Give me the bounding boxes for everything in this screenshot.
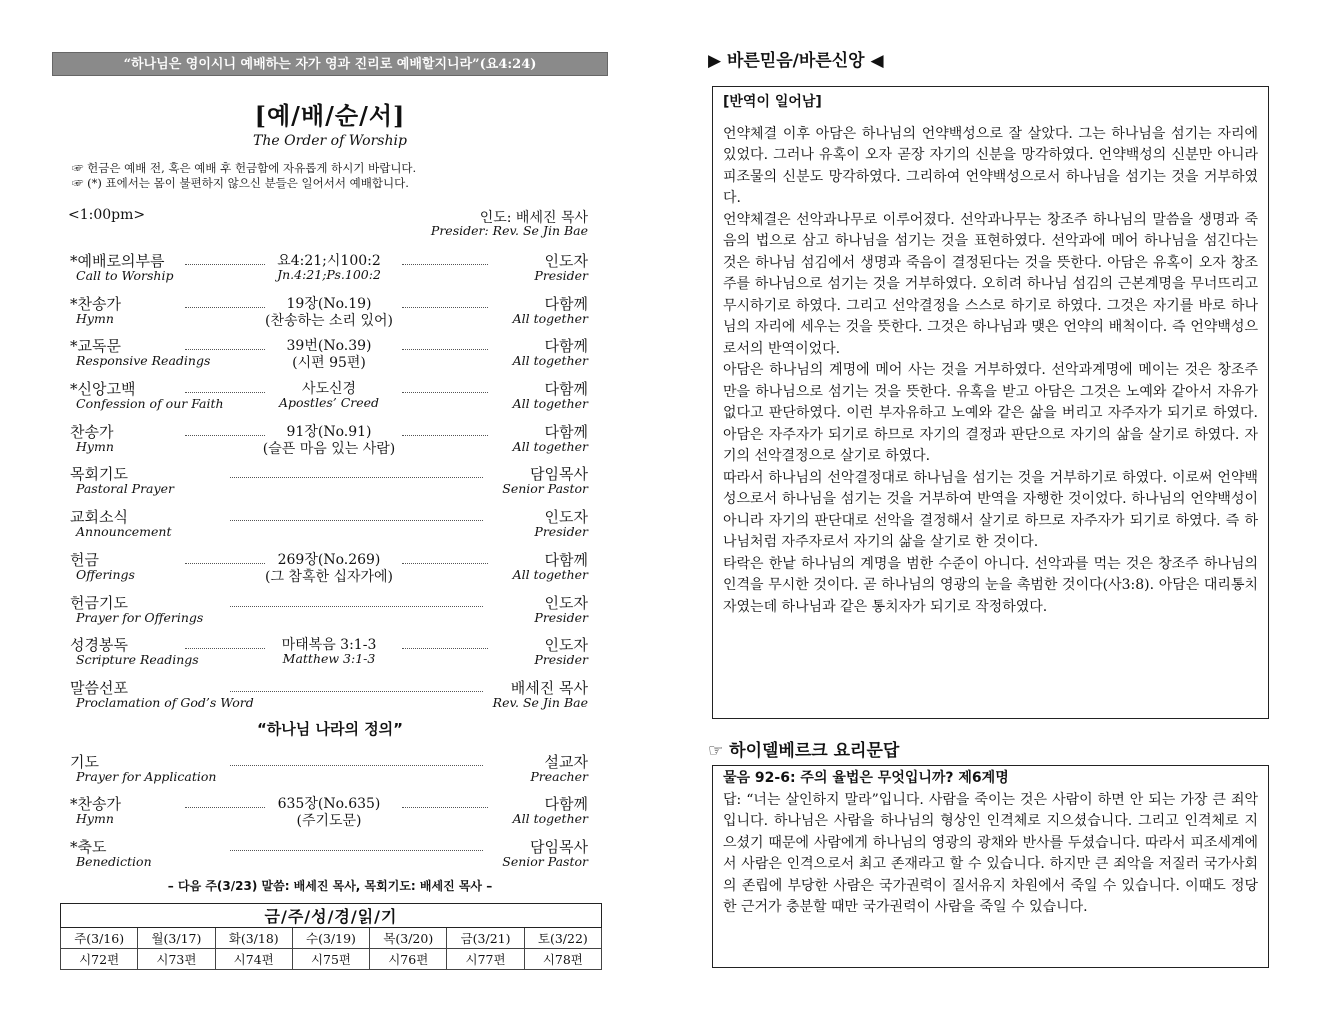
item-title-en: Offerings (76, 566, 135, 582)
order-item (70, 244, 588, 287)
item-leader-en: All together (512, 310, 588, 326)
bible-day: 수(3/19) (292, 928, 369, 949)
service-time: <1:00pm> (68, 207, 146, 223)
item-detail-sub: (주기도문) (296, 813, 362, 830)
item-title-en: Scripture Readings (76, 652, 199, 668)
leader-dots (230, 765, 483, 766)
sermon-title: “하나님 나라의 정의” (256, 719, 404, 738)
item-leader-ko: 인도자 (544, 593, 588, 612)
article-paragraph: 타락은 한낱 하나님의 계명을 범한 수준이 아니다. 선악과를 먹는 것은 창조주 하나님의 인격을 무시한 것이다. 곧 하나님의 영광의 눈을 촉범한 것이다(사3:8). 아담은 대리통치자였는데 하나님과 같은 통치자가 되기로 작정하였다. (723, 555, 1258, 615)
item-leader-en: Presider (534, 524, 588, 540)
page-title: [예/배/순/서] (254, 101, 406, 130)
item-title-ko: 찬송가 (70, 422, 114, 441)
item-leader-en: Presider (534, 609, 588, 625)
next-week-notice: – 다음 주(3/23) 말씀: 배세진 목사, 목회기도: 배세진 목사 – (167, 878, 493, 893)
presider-ko: 인도: 배세진 목사 (479, 210, 588, 226)
section-title-faith: ▶ 바른믿음/바른신앙 ◀ (708, 51, 884, 71)
order-item (70, 457, 588, 500)
catechism-answer: 답: “너는 살인하지 말라”입니다. 사람을 죽이는 것은 사람이 하면 안 되는 가장 큰 죄악입니다. 하나님은 사람을 하나님의 형상인 인격체로 지으셨습니다. 그리고 인격체로 지으셨기 때문에 사람에게 하나님의 영광의 광채와 반사를 두셨습니다. 따라서 피조세계에서 사람은 인격으로서 최고 존재라고 할 수 있습니다. 하지만 큰 죄악을 저질러 국가사회의 존립에 부당한 사람은 국가권력이 질서유지 차원에서 죽일 수 있습니다. 이때도 정당한 근거가 충분할 때만 국가권력이 사람을 죽일 수 있습니다. (723, 791, 1258, 915)
item-title-en: Prayer for Offerings (76, 609, 204, 625)
item-leader-ko: 인도자 (544, 636, 588, 655)
item-title-en: Benediction (76, 853, 152, 869)
item-title-ko: *축도 (70, 837, 107, 856)
order-list (52, 244, 608, 714)
item-detail: 마태복음 3:1-3 (281, 637, 377, 654)
item-leader-en: Rev. Se Jin Bae (492, 694, 588, 710)
order-item (70, 628, 588, 671)
item-title-ko: 성경봉독 (70, 636, 128, 655)
bible-days-row (61, 928, 602, 949)
order-item (70, 543, 588, 586)
leader-dots (230, 606, 483, 607)
order-item (70, 586, 588, 629)
item-title-en: Hymn (76, 310, 114, 326)
item-leader-en: All together (512, 811, 588, 827)
bible-reading: 시74편 (215, 949, 292, 970)
item-leader-ko: 다함께 (544, 380, 588, 399)
order-item (70, 830, 588, 873)
bible-reading: 시73편 (138, 949, 215, 970)
item-leader-en: Presider (534, 268, 588, 283)
catechism-box (712, 765, 1269, 968)
item-detail: 요4:21;시100:2 (277, 253, 381, 269)
item-title-ko: 기도 (70, 752, 99, 771)
presider-en: Presider: Rev. Se Jin Bae (430, 223, 588, 238)
section-title-catechism: ☞ 하이델베르크 요리문답 (708, 741, 900, 761)
item-detail: 19장(No.19) (286, 295, 372, 312)
bible-day: 금(3/21) (447, 928, 524, 949)
bible-day: 월(3/17) (138, 928, 215, 949)
bible-reading-title: 금/주/성/경/읽/기 (61, 904, 602, 928)
bible-reading-table (60, 903, 602, 970)
order-item (70, 287, 588, 330)
item-title-ko: 말씀선포 (70, 678, 128, 697)
order-item (70, 329, 588, 372)
item-detail-sub: (슬픈 마음 있는 사람) (262, 440, 396, 457)
item-leader-ko: 배세진 목사 (510, 678, 588, 697)
catechism-question: 물음 92-6: 주의 율법은 무엇입니까? 제6계명 (723, 770, 1009, 786)
faith-article-box (712, 86, 1269, 719)
item-leader-ko: 다함께 (544, 795, 588, 814)
item-leader-ko: 담임목사 (530, 465, 588, 484)
item-title-en: Responsive Readings (76, 353, 211, 369)
item-leader-ko: 인도자 (544, 252, 588, 270)
scripture-banner: “하나님은 영이시니 예배하는 자가 영과 진리로 예배할지니라”(요4:24) (52, 52, 608, 76)
leader-dots (230, 477, 483, 478)
item-leader-ko: 인도자 (544, 508, 588, 527)
article-paragraph: 언약체결 이후 아담은 하나님의 언약백성으로 잘 살았다. 그는 하나님을 섬기는 자리에 있었다. 그러나 유혹이 오자 곧장 자기의 신분을 망각하였다. 언약백성의 신분만 아니라 피조물의 신분도 망각하였다. 그리하여 언약백성으로서 하나님을 섬기는 것을 거부하였다. (723, 125, 1258, 206)
item-leader-en: Preacher (530, 768, 588, 784)
item-detail-sub: Jn.4:21;Ps.100:2 (277, 267, 381, 282)
leader-dots (230, 520, 483, 521)
item-detail: 269장(No.269) (277, 551, 381, 568)
item-title-en: Hymn (76, 811, 114, 827)
leader-dots (230, 850, 483, 851)
bible-day: 화(3/18) (215, 928, 292, 949)
item-leader-en: Senior Pastor (502, 853, 588, 869)
item-leader-ko: 다함께 (544, 422, 588, 441)
bible-day: 목(3/20) (370, 928, 447, 949)
bible-reading: 시75편 (292, 949, 369, 970)
item-leader-en: All together (512, 353, 588, 369)
article-paragraph: 아담은 하나님의 계명에 메어 사는 것을 거부하였다. 선악과계명에 메이는 것은 창조주만을 하나님으로 섬기는 것을 뜻한다. 유혹을 받고 아담은 그것은 노예와 같아서 자유가 없다고 판단하였다. 이런 부자유하고 노예와 같은 삶을 버리고 자주자가 되기로 하였다. 아담은 자주자가 되기로 하므로 자기의 결정과 판단으로 자기의 삶을 살기로 하였다. 자기의 선악결정으로 살기로 하였다. (723, 362, 1258, 464)
item-title-en: Announcement (76, 524, 172, 540)
item-title-en: Confession of our Faith (76, 396, 224, 412)
order-item (70, 671, 588, 714)
bible-day: 토(3/22) (524, 928, 601, 949)
item-detail: 사도신경 (301, 381, 357, 398)
item-detail-sub: Apostles’ Creed (278, 395, 380, 411)
item-title-ko: *교독문 (70, 337, 121, 356)
item-leader-ko: 담임목사 (530, 837, 588, 856)
item-title-ko: 헌금 (70, 550, 99, 569)
bible-day: 주(3/16) (61, 928, 138, 949)
article-heading: [반역이 일어남] (723, 94, 822, 110)
article-paragraph: 따라서 하나님의 선악결정대로 하나님을 섬기는 것을 거부하기로 하였다. 이로써 언약백성으로서 하나님을 섬기는 것을 거부하여 반역을 자행한 것이었다. 하나님의 언약백성이 아니라 자기의 판단대로 선악을 결정해서 살기로 하므로 자주자가 되기로 하였다. 즉 하나님처럼 자주자로서 자기의 삶을 살기로 한 것이다. (723, 469, 1258, 550)
order-item (70, 415, 588, 458)
item-title-en: Hymn (76, 438, 114, 454)
order-list-after-sermon (52, 745, 608, 873)
item-leader-en: All together (512, 438, 588, 454)
bible-reading: 시78편 (524, 949, 601, 970)
worship-order-column (52, 52, 608, 894)
notes (52, 161, 608, 191)
item-detail: 91장(No.91) (286, 423, 372, 440)
item-title-ko: 교회소식 (70, 508, 128, 527)
order-item (70, 372, 588, 415)
note-offering: ☞ 헌금은 예배 전, 혹은 예배 후 헌금함에 자유롭게 하시기 바랍니다. (72, 161, 417, 175)
item-title-ko: 헌금기도 (70, 593, 128, 612)
item-detail-sub: (그 참혹한 십자가에) (264, 568, 394, 585)
order-item (70, 787, 588, 830)
bible-reading: 시76편 (370, 949, 447, 970)
item-title-ko: *신앙고백 (70, 380, 136, 399)
item-title-en: Prayer for Application (76, 768, 217, 784)
item-title-en: Call to Worship (76, 268, 174, 283)
item-leader-ko: 다함께 (544, 550, 588, 569)
leader-dots (230, 691, 483, 692)
item-title-en: Pastoral Prayer (76, 481, 174, 497)
item-leader-en: All together (512, 566, 588, 582)
item-leader-ko: 설교자 (544, 752, 588, 771)
item-detail-sub: Matthew 3:1-3 (282, 651, 376, 667)
item-leader-ko: 다함께 (544, 294, 588, 313)
item-title-ko: *찬송가 (70, 294, 121, 313)
item-detail: 635장(No.635) (277, 796, 381, 813)
article-body (723, 124, 1258, 619)
page-subtitle: The Order of Worship (253, 133, 407, 149)
bible-reading: 시72편 (61, 949, 138, 970)
item-leader-en: All together (512, 396, 588, 412)
item-detail-sub: (시편 95편) (292, 355, 366, 372)
item-title-ko: *찬송가 (70, 795, 121, 814)
item-title-ko: 목회기도 (70, 465, 128, 484)
item-leader-en: Senior Pastor (502, 481, 588, 497)
article-paragraph: 언약체결은 선악과나무로 이루어졌다. 선악과나무는 창조주 하나님의 말씀을 생명과 죽음의 법으로 삼고 하나님을 섬기는 것을 표현하였다. 선악과에 메어 하나님을 섬긴다는 것은 하나님 섬김에서 생명과 죽음이 결정된다는 것을 뜻한다. 아담은 유혹이 오자 창조주를 하나님으로 섬기는 것을 거부하였다. 오히려 하나님 섬김의 근본계명을 무너뜨리고 무시하기로 하였다. 그리고 선악결정을 스스로 하기로 하였다. 그것은 자기를 바로 하나님의 자리에 세우는 것을 뜻한다. 그것은 하나님과 맺은 언약의 배척이다. 즉 언약백성으로서의 반역이었다. (723, 211, 1258, 357)
item-leader-ko: 다함께 (544, 337, 588, 356)
item-detail: 39번(No.39) (286, 338, 372, 355)
order-item (70, 745, 588, 788)
note-standing: ☞ (*) 표에서는 몸이 불편하지 않으신 분들은 일어서서 예배합니다. (72, 176, 409, 190)
bible-reading: 시77편 (447, 949, 524, 970)
item-title-en: Proclamation of God’s Word (76, 694, 254, 710)
item-detail-sub: (찬송하는 소리 있어) (264, 312, 394, 329)
order-item (70, 500, 588, 543)
item-title-ko: *예배로의부름 (70, 252, 165, 270)
item-leader-en: Presider (534, 652, 588, 668)
bible-readings-row (61, 949, 602, 970)
